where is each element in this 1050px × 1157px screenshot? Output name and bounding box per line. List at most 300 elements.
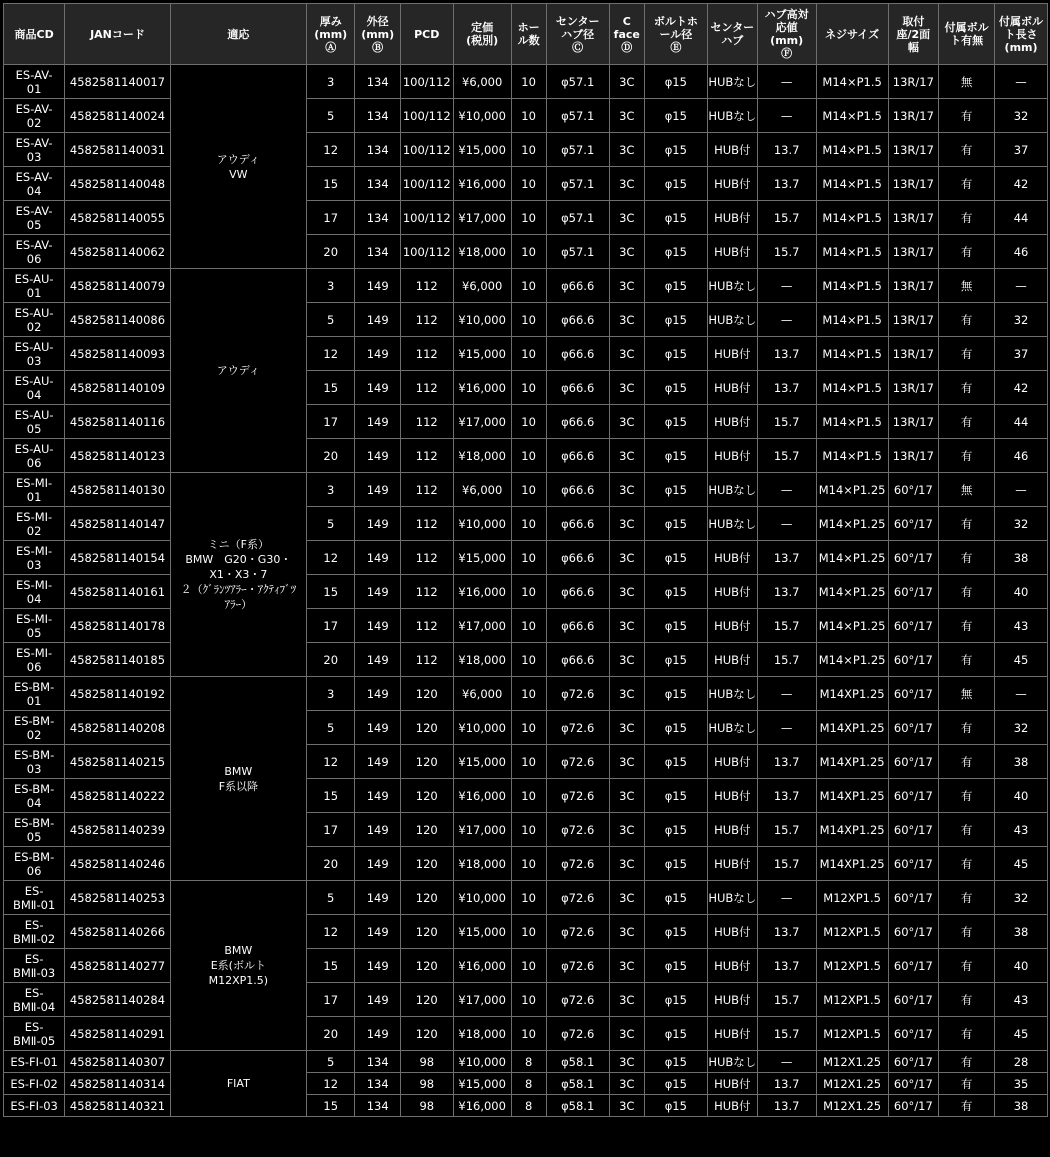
header-hub-height: ハブ高対 応値 (mm) Ⓕ	[757, 4, 816, 65]
price-cell: ¥17,000	[453, 983, 511, 1017]
thickness-cell: 3	[306, 269, 355, 303]
thread-size-cell: M12X1.25	[816, 1073, 888, 1095]
seat-width-cell: 13R/17	[888, 99, 939, 133]
product-code-cell: ES-MI- 01	[4, 473, 65, 507]
header-product-code: 商品CD	[4, 4, 65, 65]
jan-code-cell: 4582581140147	[65, 507, 171, 541]
bolt-length-cell: 38	[995, 745, 1048, 779]
bolt-hole-cell: φ15	[644, 507, 707, 541]
bolt-hole-cell: φ15	[644, 711, 707, 745]
jan-code-cell: 4582581140266	[65, 915, 171, 949]
hub-height-cell: 13.7	[757, 167, 816, 201]
c-face-cell: 3C	[609, 167, 644, 201]
product-code-cell: ES-AV- 04	[4, 167, 65, 201]
bolt-length-cell: 35	[995, 1073, 1048, 1095]
thickness-cell: 20	[306, 847, 355, 881]
outer-diameter-cell: 134	[355, 235, 400, 269]
hole-count-cell: 10	[511, 881, 546, 915]
bolt-included-cell: 有	[939, 745, 995, 779]
hub-height-cell: 13.7	[757, 1073, 816, 1095]
bolt-length-cell: 40	[995, 575, 1048, 609]
application-cell: BMW E系(ボルト M12XP1.5)	[170, 881, 306, 1051]
header-pcd: PCD	[400, 4, 453, 65]
price-cell: ¥10,000	[453, 99, 511, 133]
thickness-cell: 3	[306, 677, 355, 711]
hole-count-cell: 10	[511, 609, 546, 643]
c-face-cell: 3C	[609, 779, 644, 813]
center-hub-cell: HUB付	[708, 235, 758, 269]
bolt-included-cell: 無	[939, 269, 995, 303]
hub-height-cell: 13.7	[757, 949, 816, 983]
hole-count-cell: 10	[511, 847, 546, 881]
price-cell: ¥10,000	[453, 303, 511, 337]
hub-diameter-cell: φ58.1	[546, 1095, 609, 1117]
outer-diameter-cell: 149	[355, 643, 400, 677]
hole-count-cell: 10	[511, 405, 546, 439]
product-code-cell: ES-FI-01	[4, 1051, 65, 1073]
jan-code-cell: 4582581140079	[65, 269, 171, 303]
table-row	[4, 813, 1048, 847]
pcd-cell: 120	[400, 813, 453, 847]
thread-size-cell: M14×P1.5	[816, 167, 888, 201]
table-row	[4, 371, 1048, 405]
header-outer-diameter: 外径 (mm) Ⓑ	[355, 4, 400, 65]
bolt-included-cell: 無	[939, 473, 995, 507]
jan-code-cell: 4582581140123	[65, 439, 171, 473]
outer-diameter-cell: 149	[355, 371, 400, 405]
bolt-length-cell: —	[995, 269, 1048, 303]
bolt-length-cell: 40	[995, 779, 1048, 813]
header-center-hub-diameter: センター ハブ径 Ⓒ	[546, 4, 609, 65]
thread-size-cell: M14×P1.25	[816, 473, 888, 507]
bolt-length-cell: 37	[995, 337, 1048, 371]
center-hub-cell: HUB付	[708, 1095, 758, 1117]
thread-size-cell: M14XP1.25	[816, 711, 888, 745]
seat-width-cell: 13R/17	[888, 167, 939, 201]
hole-count-cell: 10	[511, 983, 546, 1017]
pcd-cell: 120	[400, 881, 453, 915]
pcd-cell: 112	[400, 541, 453, 575]
c-face-cell: 3C	[609, 983, 644, 1017]
thickness-cell: 17	[306, 405, 355, 439]
hub-height-cell: —	[757, 303, 816, 337]
thread-size-cell: M14×P1.25	[816, 643, 888, 677]
product-code-cell: ES-BM- 04	[4, 779, 65, 813]
thickness-cell: 20	[306, 643, 355, 677]
bolt-included-cell: 有	[939, 881, 995, 915]
pcd-cell: 100/112	[400, 65, 453, 99]
thread-size-cell: M12XP1.5	[816, 915, 888, 949]
thread-size-cell: M12XP1.5	[816, 949, 888, 983]
outer-diameter-cell: 149	[355, 303, 400, 337]
outer-diameter-cell: 134	[355, 99, 400, 133]
jan-code-cell: 4582581140246	[65, 847, 171, 881]
outer-diameter-cell: 149	[355, 609, 400, 643]
seat-width-cell: 60°/17	[888, 813, 939, 847]
table-row	[4, 847, 1048, 881]
pcd-cell: 120	[400, 779, 453, 813]
hub-height-cell: —	[757, 881, 816, 915]
thickness-cell: 5	[306, 881, 355, 915]
thread-size-cell: M14XP1.25	[816, 779, 888, 813]
table-row	[4, 1073, 1048, 1095]
bolt-length-cell: 37	[995, 133, 1048, 167]
hole-count-cell: 10	[511, 779, 546, 813]
c-face-cell: 3C	[609, 847, 644, 881]
hub-diameter-cell: φ66.6	[546, 541, 609, 575]
bolt-length-cell: 42	[995, 371, 1048, 405]
bolt-included-cell: 有	[939, 1095, 995, 1117]
outer-diameter-cell: 149	[355, 983, 400, 1017]
bolt-hole-cell: φ15	[644, 473, 707, 507]
hub-height-cell: 15.7	[757, 847, 816, 881]
hole-count-cell: 10	[511, 99, 546, 133]
product-code-cell: ES- BMⅡ-04	[4, 983, 65, 1017]
center-hub-cell: HUB付	[708, 405, 758, 439]
application-cell: ミニ（F系） BMW G20・G30・ X1・X3・7 ２（ｸﾞﾗﾝﾂｱﾗｰ・ｱｸﾃｨﾌﾞﾂ ｱﾗｰ）	[170, 473, 306, 677]
hole-count-cell: 10	[511, 269, 546, 303]
hub-diameter-cell: φ72.6	[546, 779, 609, 813]
hub-height-cell: 13.7	[757, 1095, 816, 1117]
thread-size-cell: M14×P1.5	[816, 201, 888, 235]
table-row	[4, 133, 1048, 167]
pcd-cell: 100/112	[400, 99, 453, 133]
bolt-included-cell: 有	[939, 1017, 995, 1051]
price-cell: ¥16,000	[453, 371, 511, 405]
thickness-cell: 12	[306, 337, 355, 371]
bolt-length-cell: 44	[995, 405, 1048, 439]
pcd-cell: 112	[400, 507, 453, 541]
thickness-cell: 20	[306, 439, 355, 473]
center-hub-cell: HUB付	[708, 643, 758, 677]
hub-diameter-cell: φ72.6	[546, 813, 609, 847]
thread-size-cell: M12XP1.5	[816, 983, 888, 1017]
table-row	[4, 779, 1048, 813]
hub-diameter-cell: φ58.1	[546, 1073, 609, 1095]
c-face-cell: 3C	[609, 201, 644, 235]
hub-diameter-cell: φ72.6	[546, 1017, 609, 1051]
header-application: 適応	[170, 4, 306, 65]
outer-diameter-cell: 134	[355, 201, 400, 235]
seat-width-cell: 60°/17	[888, 1051, 939, 1073]
thickness-cell: 15	[306, 371, 355, 405]
bolt-length-cell: 32	[995, 507, 1048, 541]
hub-diameter-cell: φ57.1	[546, 99, 609, 133]
pcd-cell: 120	[400, 745, 453, 779]
hub-height-cell: 13.7	[757, 779, 816, 813]
outer-diameter-cell: 149	[355, 813, 400, 847]
hole-count-cell: 10	[511, 371, 546, 405]
bolt-included-cell: 有	[939, 541, 995, 575]
c-face-cell: 3C	[609, 677, 644, 711]
bolt-hole-cell: φ15	[644, 65, 707, 99]
jan-code-cell: 4582581140048	[65, 167, 171, 201]
thread-size-cell: M14×P1.5	[816, 269, 888, 303]
c-face-cell: 3C	[609, 575, 644, 609]
outer-diameter-cell: 134	[355, 1073, 400, 1095]
product-code-cell: ES-AV- 05	[4, 201, 65, 235]
seat-width-cell: 13R/17	[888, 65, 939, 99]
price-cell: ¥16,000	[453, 779, 511, 813]
bolt-length-cell: 45	[995, 1017, 1048, 1051]
product-code-cell: ES-AV- 01	[4, 65, 65, 99]
bolt-hole-cell: φ15	[644, 541, 707, 575]
price-cell: ¥10,000	[453, 711, 511, 745]
table-row	[4, 745, 1048, 779]
seat-width-cell: 13R/17	[888, 439, 939, 473]
pcd-cell: 112	[400, 439, 453, 473]
product-code-cell: ES-MI- 02	[4, 507, 65, 541]
bolt-hole-cell: φ15	[644, 1095, 707, 1117]
hub-diameter-cell: φ72.6	[546, 847, 609, 881]
price-cell: ¥6,000	[453, 473, 511, 507]
jan-code-cell: 4582581140291	[65, 1017, 171, 1051]
thickness-cell: 17	[306, 609, 355, 643]
price-cell: ¥18,000	[453, 439, 511, 473]
bolt-hole-cell: φ15	[644, 745, 707, 779]
product-code-cell: ES-BM- 02	[4, 711, 65, 745]
hub-diameter-cell: φ72.6	[546, 745, 609, 779]
hub-diameter-cell: φ72.6	[546, 711, 609, 745]
table-row	[4, 235, 1048, 269]
hub-diameter-cell: φ66.6	[546, 609, 609, 643]
table-row	[4, 1095, 1048, 1117]
bolt-hole-cell: φ15	[644, 99, 707, 133]
outer-diameter-cell: 149	[355, 473, 400, 507]
center-hub-cell: HUB付	[708, 337, 758, 371]
c-face-cell: 3C	[609, 99, 644, 133]
bolt-hole-cell: φ15	[644, 983, 707, 1017]
hole-count-cell: 10	[511, 439, 546, 473]
thickness-cell: 12	[306, 541, 355, 575]
bolt-hole-cell: φ15	[644, 133, 707, 167]
bolt-length-cell: 43	[995, 983, 1048, 1017]
product-code-cell: ES-MI- 05	[4, 609, 65, 643]
table-row	[4, 609, 1048, 643]
jan-code-cell: 4582581140161	[65, 575, 171, 609]
c-face-cell: 3C	[609, 745, 644, 779]
bolt-hole-cell: φ15	[644, 813, 707, 847]
bolt-length-cell: 38	[995, 1095, 1048, 1117]
pcd-cell: 112	[400, 337, 453, 371]
thread-size-cell: M14×P1.25	[816, 541, 888, 575]
bolt-included-cell: 有	[939, 643, 995, 677]
table-row	[4, 269, 1048, 303]
pcd-cell: 112	[400, 269, 453, 303]
bolt-length-cell: —	[995, 677, 1048, 711]
bolt-included-cell: 有	[939, 439, 995, 473]
price-cell: ¥17,000	[453, 201, 511, 235]
seat-width-cell: 13R/17	[888, 269, 939, 303]
hub-height-cell: 15.7	[757, 405, 816, 439]
pcd-cell: 120	[400, 677, 453, 711]
price-cell: ¥17,000	[453, 405, 511, 439]
c-face-cell: 3C	[609, 813, 644, 847]
bolt-hole-cell: φ15	[644, 609, 707, 643]
table-row	[4, 949, 1048, 983]
outer-diameter-cell: 149	[355, 439, 400, 473]
hub-diameter-cell: φ66.6	[546, 473, 609, 507]
seat-width-cell: 60°/17	[888, 677, 939, 711]
pcd-cell: 112	[400, 303, 453, 337]
center-hub-cell: HUB付	[708, 779, 758, 813]
seat-width-cell: 13R/17	[888, 337, 939, 371]
thickness-cell: 17	[306, 983, 355, 1017]
c-face-cell: 3C	[609, 1095, 644, 1117]
bolt-length-cell: 40	[995, 949, 1048, 983]
thickness-cell: 15	[306, 1095, 355, 1117]
center-hub-cell: HUB付	[708, 1073, 758, 1095]
header-list-price: 定価 (税別)	[453, 4, 511, 65]
center-hub-cell: HUBなし	[708, 711, 758, 745]
price-cell: ¥16,000	[453, 1095, 511, 1117]
spec-table-container	[3, 3, 1048, 1117]
c-face-cell: 3C	[609, 541, 644, 575]
bolt-length-cell: 28	[995, 1051, 1048, 1073]
bolt-length-cell: 46	[995, 235, 1048, 269]
hole-count-cell: 10	[511, 473, 546, 507]
c-face-cell: 3C	[609, 711, 644, 745]
thread-size-cell: M14×P1.25	[816, 507, 888, 541]
thickness-cell: 15	[306, 167, 355, 201]
jan-code-cell: 4582581140154	[65, 541, 171, 575]
hole-count-cell: 10	[511, 711, 546, 745]
bolt-included-cell: 有	[939, 949, 995, 983]
thread-size-cell: M14×P1.5	[816, 303, 888, 337]
bolt-hole-cell: φ15	[644, 201, 707, 235]
c-face-cell: 3C	[609, 235, 644, 269]
seat-width-cell: 60°/17	[888, 779, 939, 813]
jan-code-cell: 4582581140277	[65, 949, 171, 983]
header-jan-code: JANコード	[65, 4, 171, 65]
bolt-length-cell: 32	[995, 303, 1048, 337]
bolt-included-cell: 有	[939, 847, 995, 881]
table-row	[4, 337, 1048, 371]
jan-code-cell: 4582581140307	[65, 1051, 171, 1073]
center-hub-cell: HUBなし	[708, 881, 758, 915]
bolt-hole-cell: φ15	[644, 167, 707, 201]
center-hub-cell: HUB付	[708, 133, 758, 167]
c-face-cell: 3C	[609, 473, 644, 507]
bolt-included-cell: 有	[939, 813, 995, 847]
center-hub-cell: HUB付	[708, 745, 758, 779]
bolt-hole-cell: φ15	[644, 847, 707, 881]
thickness-cell: 15	[306, 779, 355, 813]
table-row	[4, 983, 1048, 1017]
jan-code-cell: 4582581140192	[65, 677, 171, 711]
header-bolt-length: 付属ボル ト長さ (mm)	[995, 4, 1048, 65]
c-face-cell: 3C	[609, 915, 644, 949]
product-code-cell: ES-AU- 02	[4, 303, 65, 337]
hub-diameter-cell: φ66.6	[546, 371, 609, 405]
hub-height-cell: —	[757, 507, 816, 541]
thread-size-cell: M14XP1.25	[816, 745, 888, 779]
outer-diameter-cell: 149	[355, 949, 400, 983]
c-face-cell: 3C	[609, 1051, 644, 1073]
bolt-included-cell: 有	[939, 1051, 995, 1073]
product-code-cell: ES-AU- 03	[4, 337, 65, 371]
table-row	[4, 711, 1048, 745]
hub-height-cell: —	[757, 1051, 816, 1073]
price-cell: ¥10,000	[453, 881, 511, 915]
thickness-cell: 15	[306, 575, 355, 609]
thickness-cell: 5	[306, 507, 355, 541]
bolt-included-cell: 有	[939, 371, 995, 405]
center-hub-cell: HUB付	[708, 813, 758, 847]
price-cell: ¥16,000	[453, 575, 511, 609]
bolt-hole-cell: φ15	[644, 915, 707, 949]
table-row	[4, 439, 1048, 473]
thread-size-cell: M14×P1.5	[816, 133, 888, 167]
price-cell: ¥6,000	[453, 269, 511, 303]
product-code-cell: ES- BMⅡ-01	[4, 881, 65, 915]
product-code-cell: ES-AV- 06	[4, 235, 65, 269]
hub-height-cell: 13.7	[757, 915, 816, 949]
bolt-hole-cell: φ15	[644, 1017, 707, 1051]
table-row	[4, 1017, 1048, 1051]
hub-diameter-cell: φ66.6	[546, 269, 609, 303]
c-face-cell: 3C	[609, 439, 644, 473]
table-row	[4, 1051, 1048, 1073]
thickness-cell: 20	[306, 1017, 355, 1051]
hub-height-cell: 15.7	[757, 201, 816, 235]
bolt-length-cell: 42	[995, 167, 1048, 201]
product-code-cell: ES- BMⅡ-02	[4, 915, 65, 949]
hub-height-cell: 15.7	[757, 1017, 816, 1051]
table-row	[4, 405, 1048, 439]
hub-height-cell: 15.7	[757, 609, 816, 643]
outer-diameter-cell: 149	[355, 881, 400, 915]
center-hub-cell: HUB付	[708, 847, 758, 881]
bolt-hole-cell: φ15	[644, 1051, 707, 1073]
center-hub-cell: HUB付	[708, 915, 758, 949]
thread-size-cell: M12X1.25	[816, 1051, 888, 1073]
center-hub-cell: HUB付	[708, 167, 758, 201]
hub-height-cell: —	[757, 711, 816, 745]
pcd-cell: 120	[400, 847, 453, 881]
product-code-cell: ES-MI- 06	[4, 643, 65, 677]
hole-count-cell: 10	[511, 541, 546, 575]
pcd-cell: 100/112	[400, 201, 453, 235]
outer-diameter-cell: 149	[355, 915, 400, 949]
center-hub-cell: HUB付	[708, 1017, 758, 1051]
bolt-length-cell: 32	[995, 99, 1048, 133]
jan-code-cell: 4582581140314	[65, 1073, 171, 1095]
center-hub-cell: HUBなし	[708, 677, 758, 711]
bolt-length-cell: 32	[995, 711, 1048, 745]
seat-width-cell: 60°/17	[888, 949, 939, 983]
hole-count-cell: 10	[511, 813, 546, 847]
hub-height-cell: 13.7	[757, 575, 816, 609]
table-row	[4, 575, 1048, 609]
bolt-hole-cell: φ15	[644, 337, 707, 371]
hub-diameter-cell: φ66.6	[546, 507, 609, 541]
center-hub-cell: HUB付	[708, 541, 758, 575]
bolt-hole-cell: φ15	[644, 371, 707, 405]
bolt-hole-cell: φ15	[644, 949, 707, 983]
seat-width-cell: 13R/17	[888, 303, 939, 337]
jan-code-cell: 4582581140130	[65, 473, 171, 507]
thread-size-cell: M14×P1.5	[816, 405, 888, 439]
hub-diameter-cell: φ66.6	[546, 439, 609, 473]
bolt-hole-cell: φ15	[644, 677, 707, 711]
hole-count-cell: 8	[511, 1073, 546, 1095]
bolt-included-cell: 有	[939, 609, 995, 643]
hub-diameter-cell: φ57.1	[546, 65, 609, 99]
thickness-cell: 15	[306, 949, 355, 983]
bolt-hole-cell: φ15	[644, 881, 707, 915]
table-row	[4, 65, 1048, 99]
